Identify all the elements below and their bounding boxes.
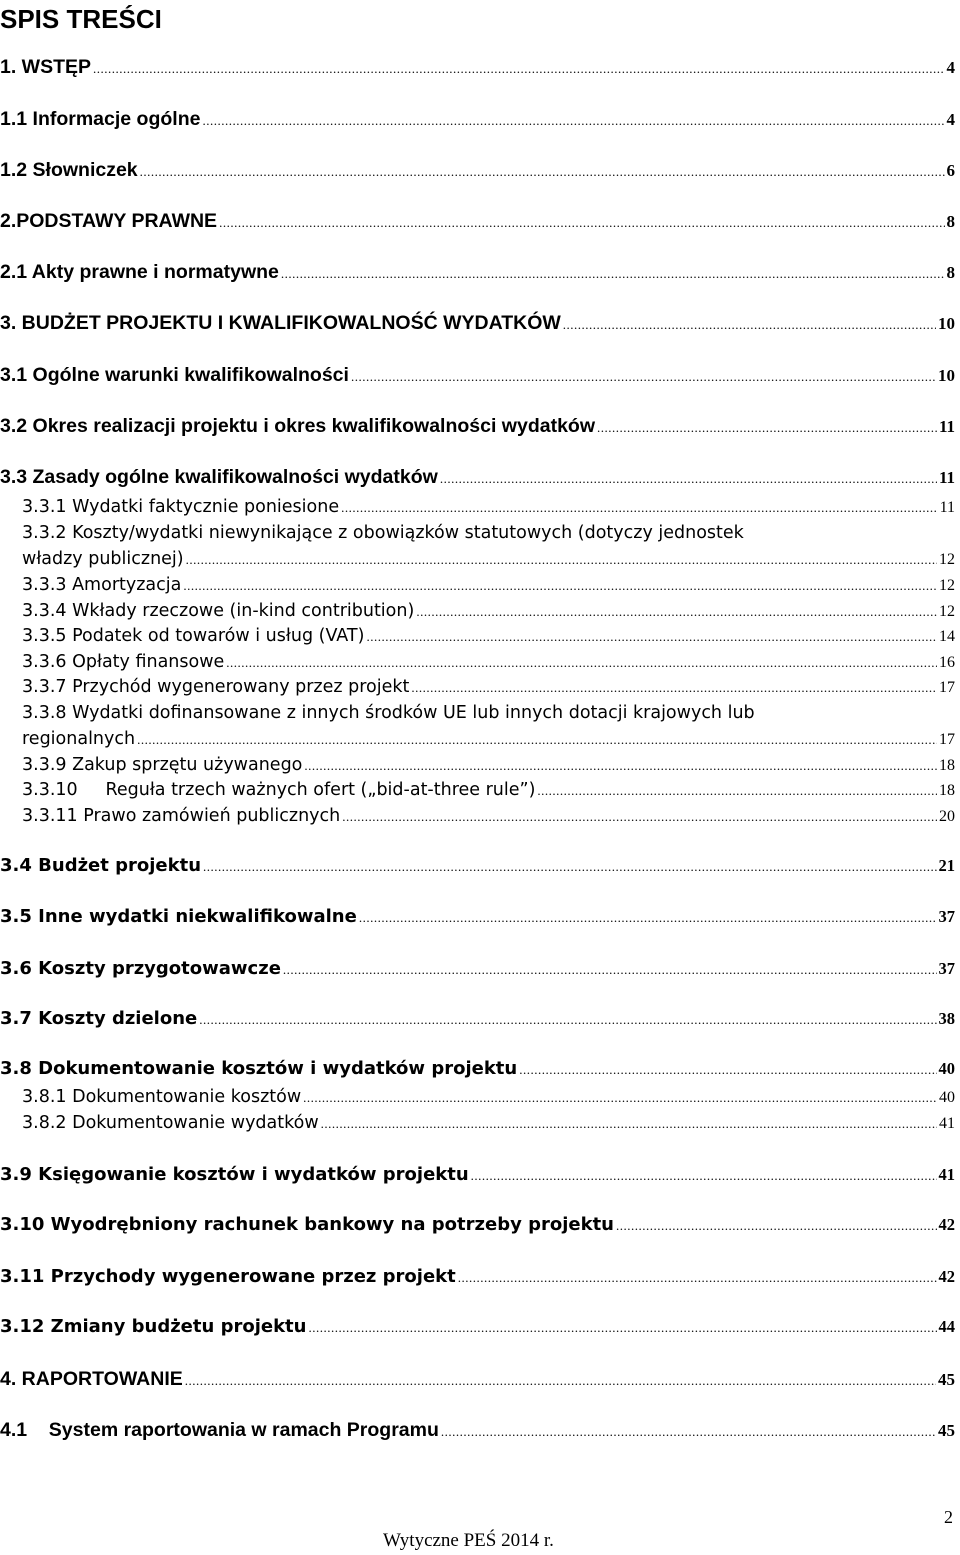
toc-entry-title: 1. WSTĘP <box>0 56 92 78</box>
toc-entry-page: 45 <box>938 1421 955 1440</box>
dot-leader <box>308 1315 936 1341</box>
dot-leader <box>597 415 937 441</box>
toc-entry-title: 3.3.11 Prawo zamówień publicznych <box>22 806 341 826</box>
toc-entry-page: 4 <box>946 110 955 129</box>
dot-leader <box>183 573 937 599</box>
toc-entry-title: 3.1 Ogólne warunki kwalifikowalności <box>0 364 349 386</box>
toc-entry-page: 45 <box>938 1370 955 1389</box>
dot-leader <box>321 1111 937 1137</box>
toc-entry-page: 37 <box>938 959 955 978</box>
toc-entry-page: 10 <box>938 366 955 385</box>
dot-leader <box>563 312 936 338</box>
dot-leader <box>458 1265 937 1291</box>
toc-entry-page: 8 <box>946 263 955 282</box>
toc-entry-page: 44 <box>938 1317 955 1336</box>
dot-leader <box>359 905 937 931</box>
toc-entry-title: 4. RAPORTOWANIE <box>0 1368 183 1390</box>
toc-entry-page: 14 <box>939 628 955 645</box>
toc-entry-title: 2.PODSTAWY PRAWNE <box>0 210 218 232</box>
dot-leader <box>226 650 937 676</box>
dot-leader <box>616 1213 937 1239</box>
toc-entry-title: 3.8 Dokumentowanie kosztów i wydatków projektu <box>0 1058 518 1079</box>
footer-text: Wytyczne PEŚ 2014 r. <box>383 1530 554 1551</box>
toc-entry-title: 3.6 Koszty przygotowawcze <box>0 958 281 979</box>
toc-entry-page: 11 <box>938 468 955 487</box>
dot-leader <box>416 599 937 625</box>
dot-leader <box>199 1007 936 1033</box>
page-number: 2 <box>944 1507 953 1527</box>
toc-entry-title: 3.10 Wyodrębniony rachunek bankowy na potrzeby projektu <box>0 1214 614 1235</box>
toc-entry-page: 17 <box>939 731 955 748</box>
dot-leader <box>441 1419 936 1445</box>
dot-leader <box>137 727 937 753</box>
toc-entry-page: 18 <box>939 757 955 774</box>
dot-leader <box>342 804 937 830</box>
toc-entry-page: 21 <box>938 856 955 875</box>
toc-entry-title: 3.5 Inne wydatki niekwalifikowalne <box>0 906 357 927</box>
toc-entry-page: 11 <box>939 499 955 516</box>
toc-entry-page: 10 <box>938 314 955 333</box>
toc-entry-title: 3.3.7 Przychód wygenerowany przez projekt <box>22 677 410 697</box>
toc-entry-title: 3.3.3 Amortyzacja <box>22 575 182 595</box>
toc-entry-title: 3.3.6 Opłaty finansowe <box>22 652 225 672</box>
toc-entry-title: 3.11 Przychody wygenerowane przez projekt <box>0 1266 456 1287</box>
toc-entry-page: 41 <box>939 1115 955 1132</box>
toc-entry-title: 3.3.9 Zakup sprzętu używanego <box>22 755 303 775</box>
toc-entry-page: 12 <box>939 603 955 620</box>
toc-entry-title: 3.2 Okres realizacji projektu i okres kwalifikowalności wydatków <box>0 415 595 437</box>
toc-entry-title: 3.3 Zasady ogólne kwalifikowalności wydatków <box>0 466 438 488</box>
toc-entry-title: 1.2 Słowniczek <box>0 159 138 181</box>
toc-entry-title: 3.9 Księgowanie kosztów i wydatków projektu <box>0 1164 469 1185</box>
toc-entry-title: 3.3.8 Wydatki dofinansowane z innych środków UE lub innych dotacji krajowych lub <box>22 703 755 723</box>
dot-leader <box>471 1163 937 1189</box>
dot-leader <box>93 56 944 82</box>
dot-leader <box>366 624 937 650</box>
dot-leader <box>519 1057 936 1083</box>
toc-entry-page: 40 <box>939 1089 955 1106</box>
dot-leader <box>537 778 937 804</box>
toc-entry-title: 4.1 System raportowania w ramach Programu <box>0 1419 439 1441</box>
toc-entry-title: 3.3.2 Koszty/wydatki niewynikające z obowiązków statutowych (dotyczy jednostek <box>22 523 744 543</box>
dot-leader <box>203 854 936 880</box>
toc-entry-title: 3.3.10 Reguła trzech ważnych ofert („bid-at-three rule”) <box>22 780 536 800</box>
dot-leader <box>411 675 937 701</box>
toc-entry-page: 8 <box>946 212 955 231</box>
dot-leader <box>341 495 937 521</box>
dot-leader <box>351 364 936 390</box>
toc-entry-title: 3. BUDŻET PROJEKTU I KWALIFIKOWALNOŚĆ WYDATKÓW <box>0 312 561 334</box>
toc-entry-title: 3.3.5 Podatek od towarów i usług (VAT) <box>22 626 365 646</box>
dot-leader <box>219 210 944 236</box>
toc-entry-page: 12 <box>939 577 955 594</box>
dot-leader <box>283 957 937 983</box>
dot-leader <box>202 108 944 134</box>
toc-entry-page: 6 <box>946 161 955 180</box>
toc-entry-page: 16 <box>939 654 955 671</box>
toc-entry-title: 3.12 Zmiany budżetu projektu <box>0 1316 307 1337</box>
toc-entry-title-continued: władzy publicznej) <box>22 549 184 569</box>
toc-entry-title: 1.1 Informacje ogólne <box>0 108 201 130</box>
dot-leader <box>140 159 945 185</box>
toc-entry-title: 3.8.2 Dokumentowanie wydatków <box>22 1113 319 1133</box>
toc-entry-page: 42 <box>938 1215 955 1234</box>
toc-entry-title: 3.7 Koszty dzielone <box>0 1008 198 1029</box>
toc-entry-title: 3.8.1 Dokumentowanie kosztów <box>22 1087 302 1107</box>
toc-entry-page: 41 <box>938 1165 955 1184</box>
dot-leader <box>185 1368 936 1394</box>
toc-entry-page: 12 <box>939 551 955 568</box>
dot-leader <box>186 547 937 573</box>
dot-leader <box>303 1085 937 1111</box>
toc-entry-page: 4 <box>946 58 955 77</box>
dot-leader <box>304 753 937 779</box>
toc-entry-title-continued: regionalnych <box>22 729 136 749</box>
toc-entry-page: 18 <box>939 782 955 799</box>
dot-leader <box>440 466 937 492</box>
dot-leader <box>281 261 945 287</box>
toc-entry-page: 42 <box>938 1267 955 1286</box>
page-title: SPIS TREŚCI <box>0 4 162 34</box>
toc-entry-page: 11 <box>938 417 955 436</box>
toc-entry-page: 38 <box>938 1009 955 1028</box>
toc-entry-page: 37 <box>938 907 955 926</box>
toc-entry-title: 3.3.4 Wkłady rzeczowe (in-kind contribution) <box>22 601 415 621</box>
toc-entry-page: 20 <box>939 808 955 825</box>
toc-entry-title: 2.1 Akty prawne i normatywne <box>0 261 279 283</box>
toc-entry-title: 3.4 Budżet projektu <box>0 855 202 876</box>
toc-entry-page: 17 <box>939 679 955 696</box>
toc-entry-page: 40 <box>938 1059 955 1078</box>
toc-entry-title: 3.3.1 Wydatki faktycznie poniesione <box>22 497 340 517</box>
